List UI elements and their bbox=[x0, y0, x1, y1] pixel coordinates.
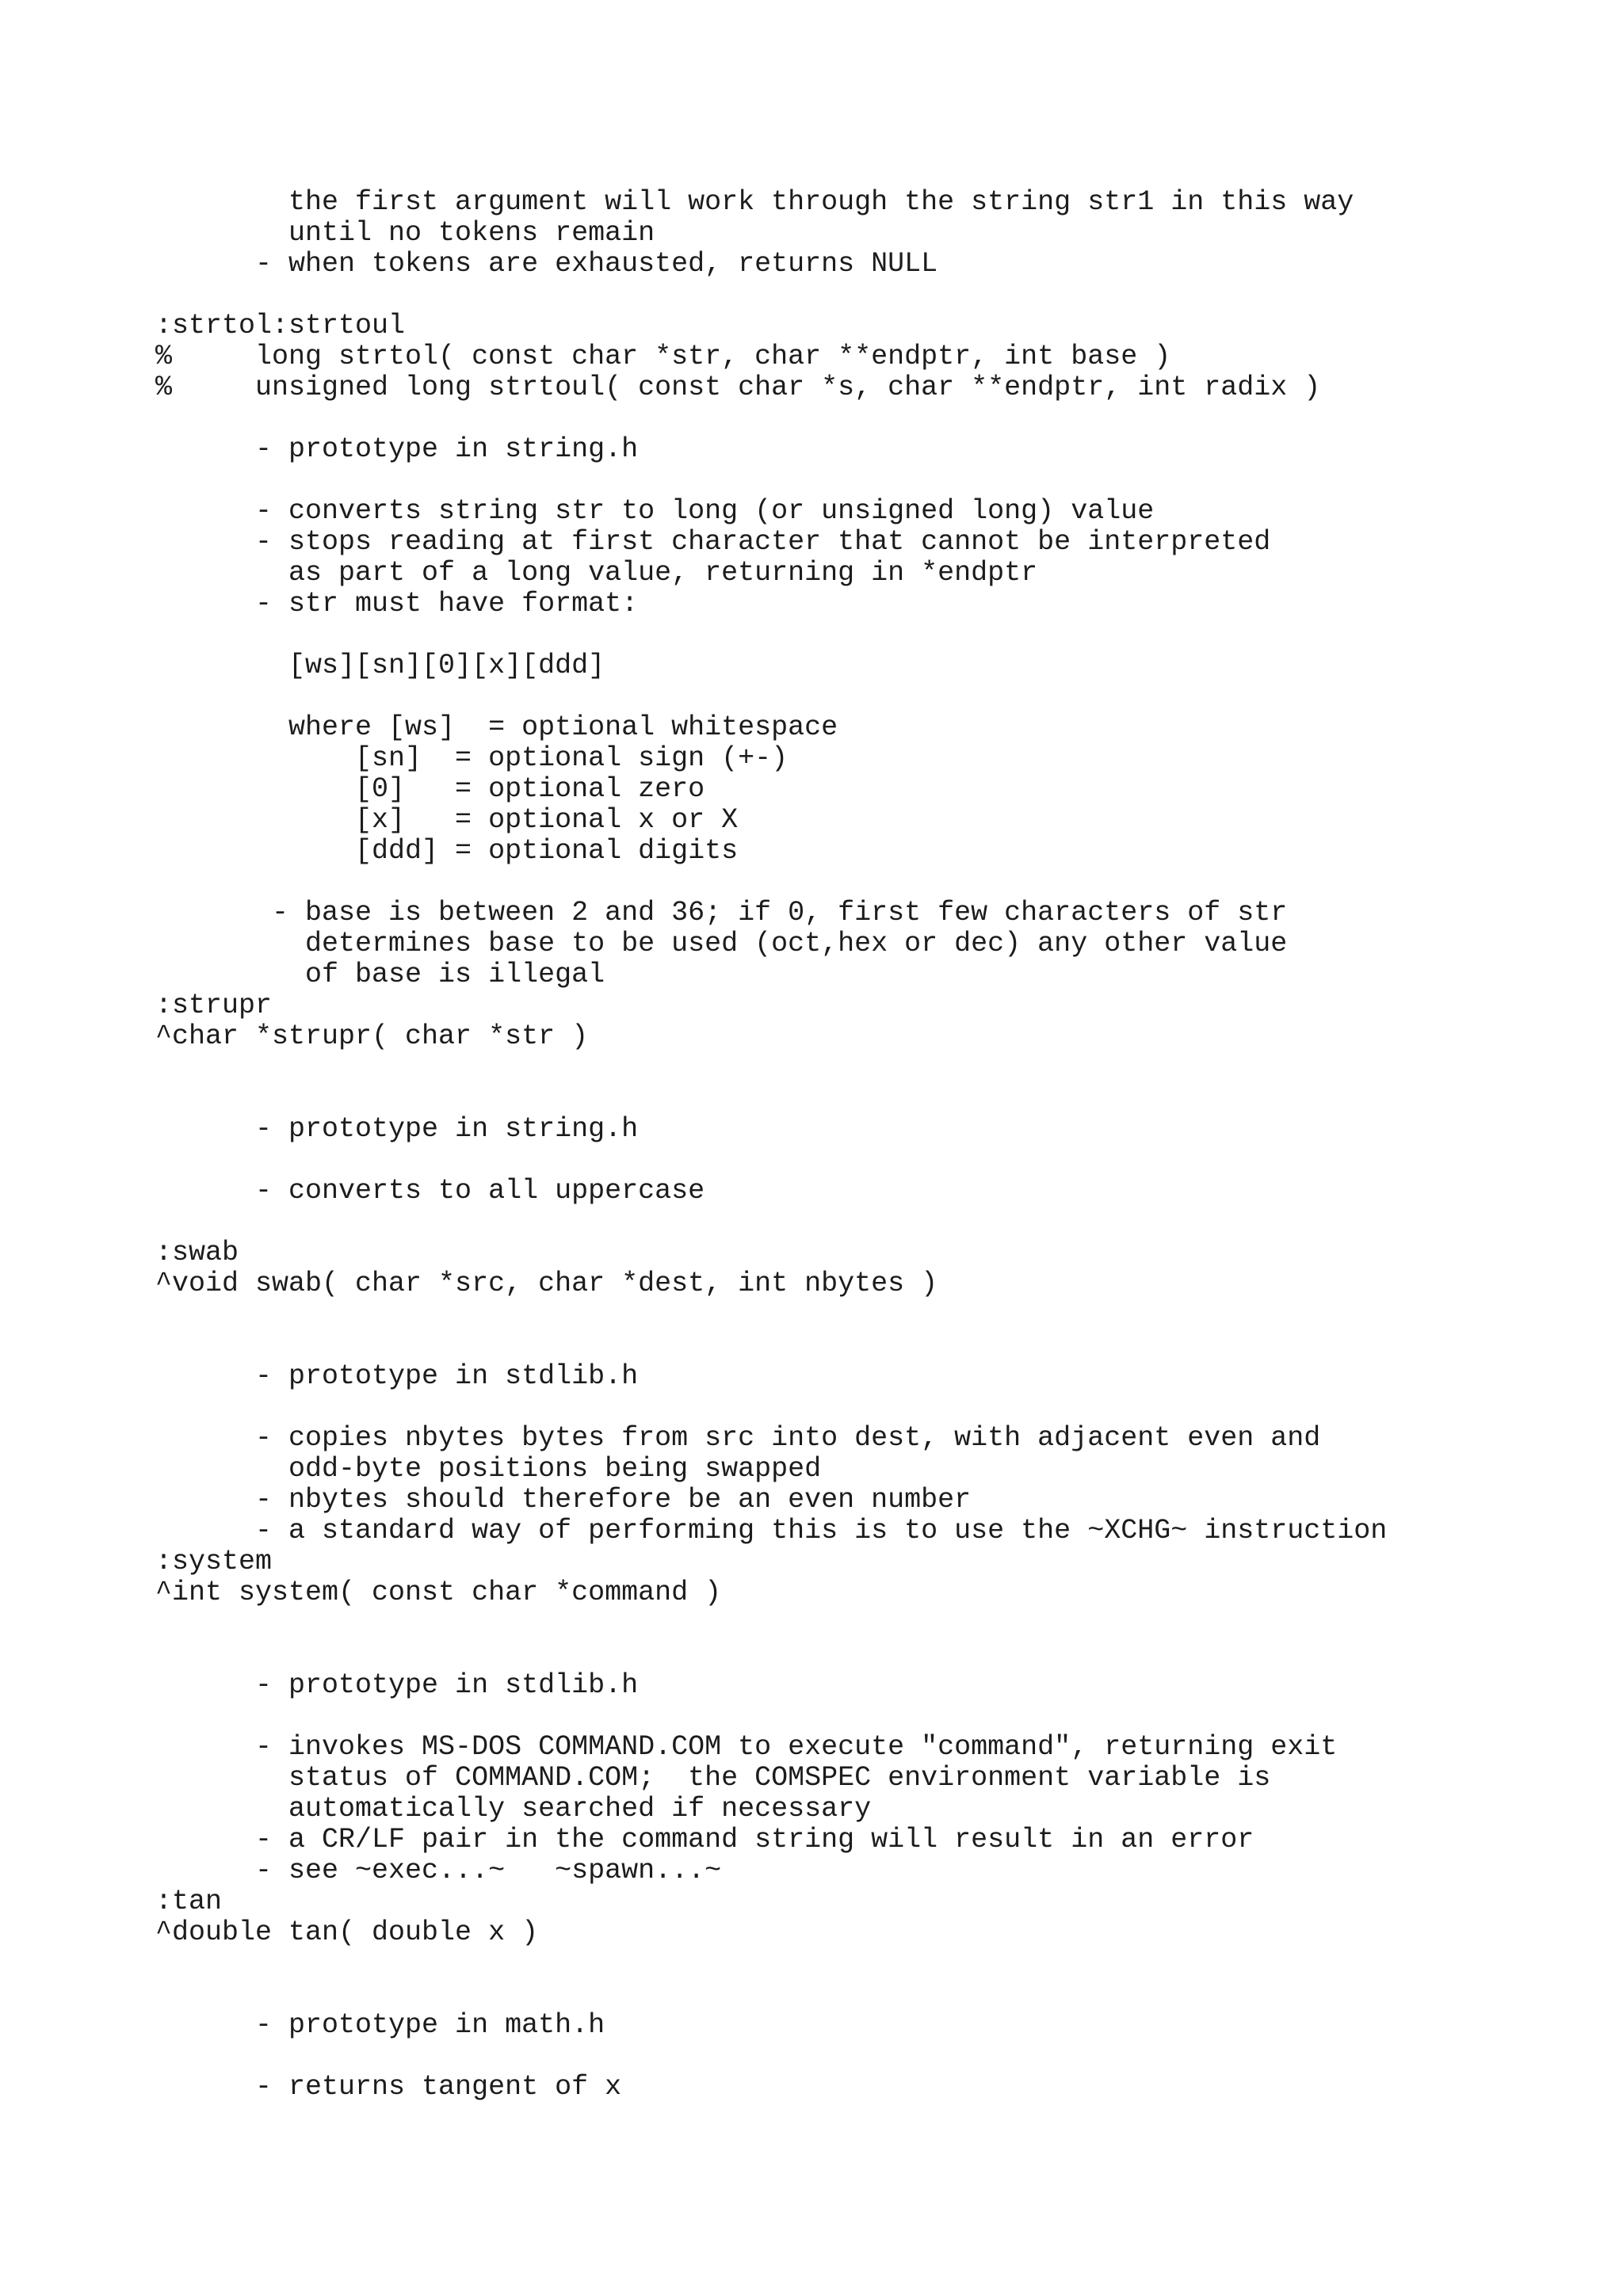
document-line: :system bbox=[155, 1546, 273, 1577]
document-line: automatically searched if necessary bbox=[155, 1793, 872, 1825]
document-line bbox=[155, 2041, 1387, 2072]
document-line: determines base to be used (oct,hex or dec) any other value bbox=[155, 928, 1288, 959]
document-line: - nbytes should therefore be an even number bbox=[155, 1484, 972, 1516]
document-line bbox=[155, 403, 1387, 434]
document-line: ^char *strupr( char *str ) bbox=[155, 1020, 589, 1052]
document-line: :strtol:strtoul bbox=[155, 310, 406, 341]
document-line: - prototype in string.h bbox=[155, 1113, 639, 1145]
document-line: - converts string str to long (or unsigned long) value bbox=[155, 495, 1155, 527]
document-line: ^int system( const char *command ) bbox=[155, 1577, 722, 1608]
document-line: - when tokens are exhausted, returns NULL bbox=[155, 248, 938, 280]
document-line: ^void swab( char *src, char *dest, int nbytes ) bbox=[155, 1268, 938, 1299]
document-line: the first argument will work through the string str1 in this way bbox=[155, 186, 1354, 218]
document-line: - base is between 2 and 36; if 0, first few characters of str bbox=[155, 897, 1288, 929]
document-line: - str must have format: bbox=[155, 588, 639, 620]
document-line: - copies nbytes bytes from src into dest, with adjacent even and bbox=[155, 1422, 1321, 1454]
document-line: [x] = optional x or X bbox=[155, 804, 739, 836]
document-line bbox=[155, 1052, 1387, 1083]
document-line: % long strtol( const char *str, char **endptr, int base ) bbox=[155, 341, 1171, 372]
document-line bbox=[155, 620, 1387, 650]
document-line: - a CR/LF pair in the command string will result in an error bbox=[155, 1824, 1254, 1855]
document-line: [0] = optional zero bbox=[155, 773, 705, 805]
document-line bbox=[155, 1608, 1387, 1639]
document-line: where [ws] = optional whitespace bbox=[155, 711, 838, 743]
document-line bbox=[155, 280, 1387, 311]
document-line bbox=[155, 1639, 1387, 1670]
document-line bbox=[155, 465, 1387, 496]
document-line: % unsigned long strtoul( const char *s, char **endptr, int radix ) bbox=[155, 372, 1321, 403]
document-line: - stops reading at first character that cannot be interpreted bbox=[155, 526, 1271, 558]
document-line: odd-byte positions being swapped bbox=[155, 1453, 822, 1485]
document-line: - prototype in string.h bbox=[155, 433, 639, 465]
document-line bbox=[155, 1979, 1387, 2010]
document-line: ^double tan( double x ) bbox=[155, 1917, 539, 1948]
document-line bbox=[155, 867, 1387, 898]
document-line: - converts to all uppercase bbox=[155, 1175, 705, 1207]
document-line: :tan bbox=[155, 1886, 223, 1917]
document-line: [sn] = optional sign (+-) bbox=[155, 742, 789, 774]
document-line: [ws][sn][0][x][ddd] bbox=[155, 650, 605, 681]
document-line: - prototype in stdlib.h bbox=[155, 1669, 639, 1701]
document-line: of base is illegal bbox=[155, 959, 605, 990]
document-line: - see ~exec...~ ~spawn...~ bbox=[155, 1855, 722, 1886]
document-line: :swab bbox=[155, 1237, 239, 1268]
document-line: - a standard way of performing this is to use the ~XCHG~ instruction bbox=[155, 1515, 1388, 1547]
document-line: - prototype in math.h bbox=[155, 2009, 605, 2041]
document-text bbox=[155, 187, 1387, 2103]
document-line bbox=[155, 1083, 1387, 1114]
document-line bbox=[155, 1701, 1387, 1732]
document-line bbox=[155, 681, 1387, 712]
document-line: as part of a long value, returning in *endptr bbox=[155, 557, 1038, 589]
document-line bbox=[155, 1330, 1387, 1361]
document-line: status of COMMAND.COM; the COMSPEC environment variable is bbox=[155, 1762, 1271, 1794]
document-line bbox=[155, 1299, 1387, 1330]
document-line bbox=[155, 1392, 1387, 1423]
document-line bbox=[155, 1145, 1387, 1176]
document-line: - returns tangent of x bbox=[155, 2071, 622, 2103]
document-line: - invokes MS-DOS COMMAND.COM to execute "command", returning exit bbox=[155, 1731, 1338, 1763]
document-line: - prototype in stdlib.h bbox=[155, 1360, 639, 1392]
document-line bbox=[155, 1948, 1387, 1979]
document-line: [ddd] = optional digits bbox=[155, 835, 739, 867]
document-line bbox=[155, 1207, 1387, 1238]
document-line: :strupr bbox=[155, 990, 273, 1021]
document-line: until no tokens remain bbox=[155, 217, 655, 249]
